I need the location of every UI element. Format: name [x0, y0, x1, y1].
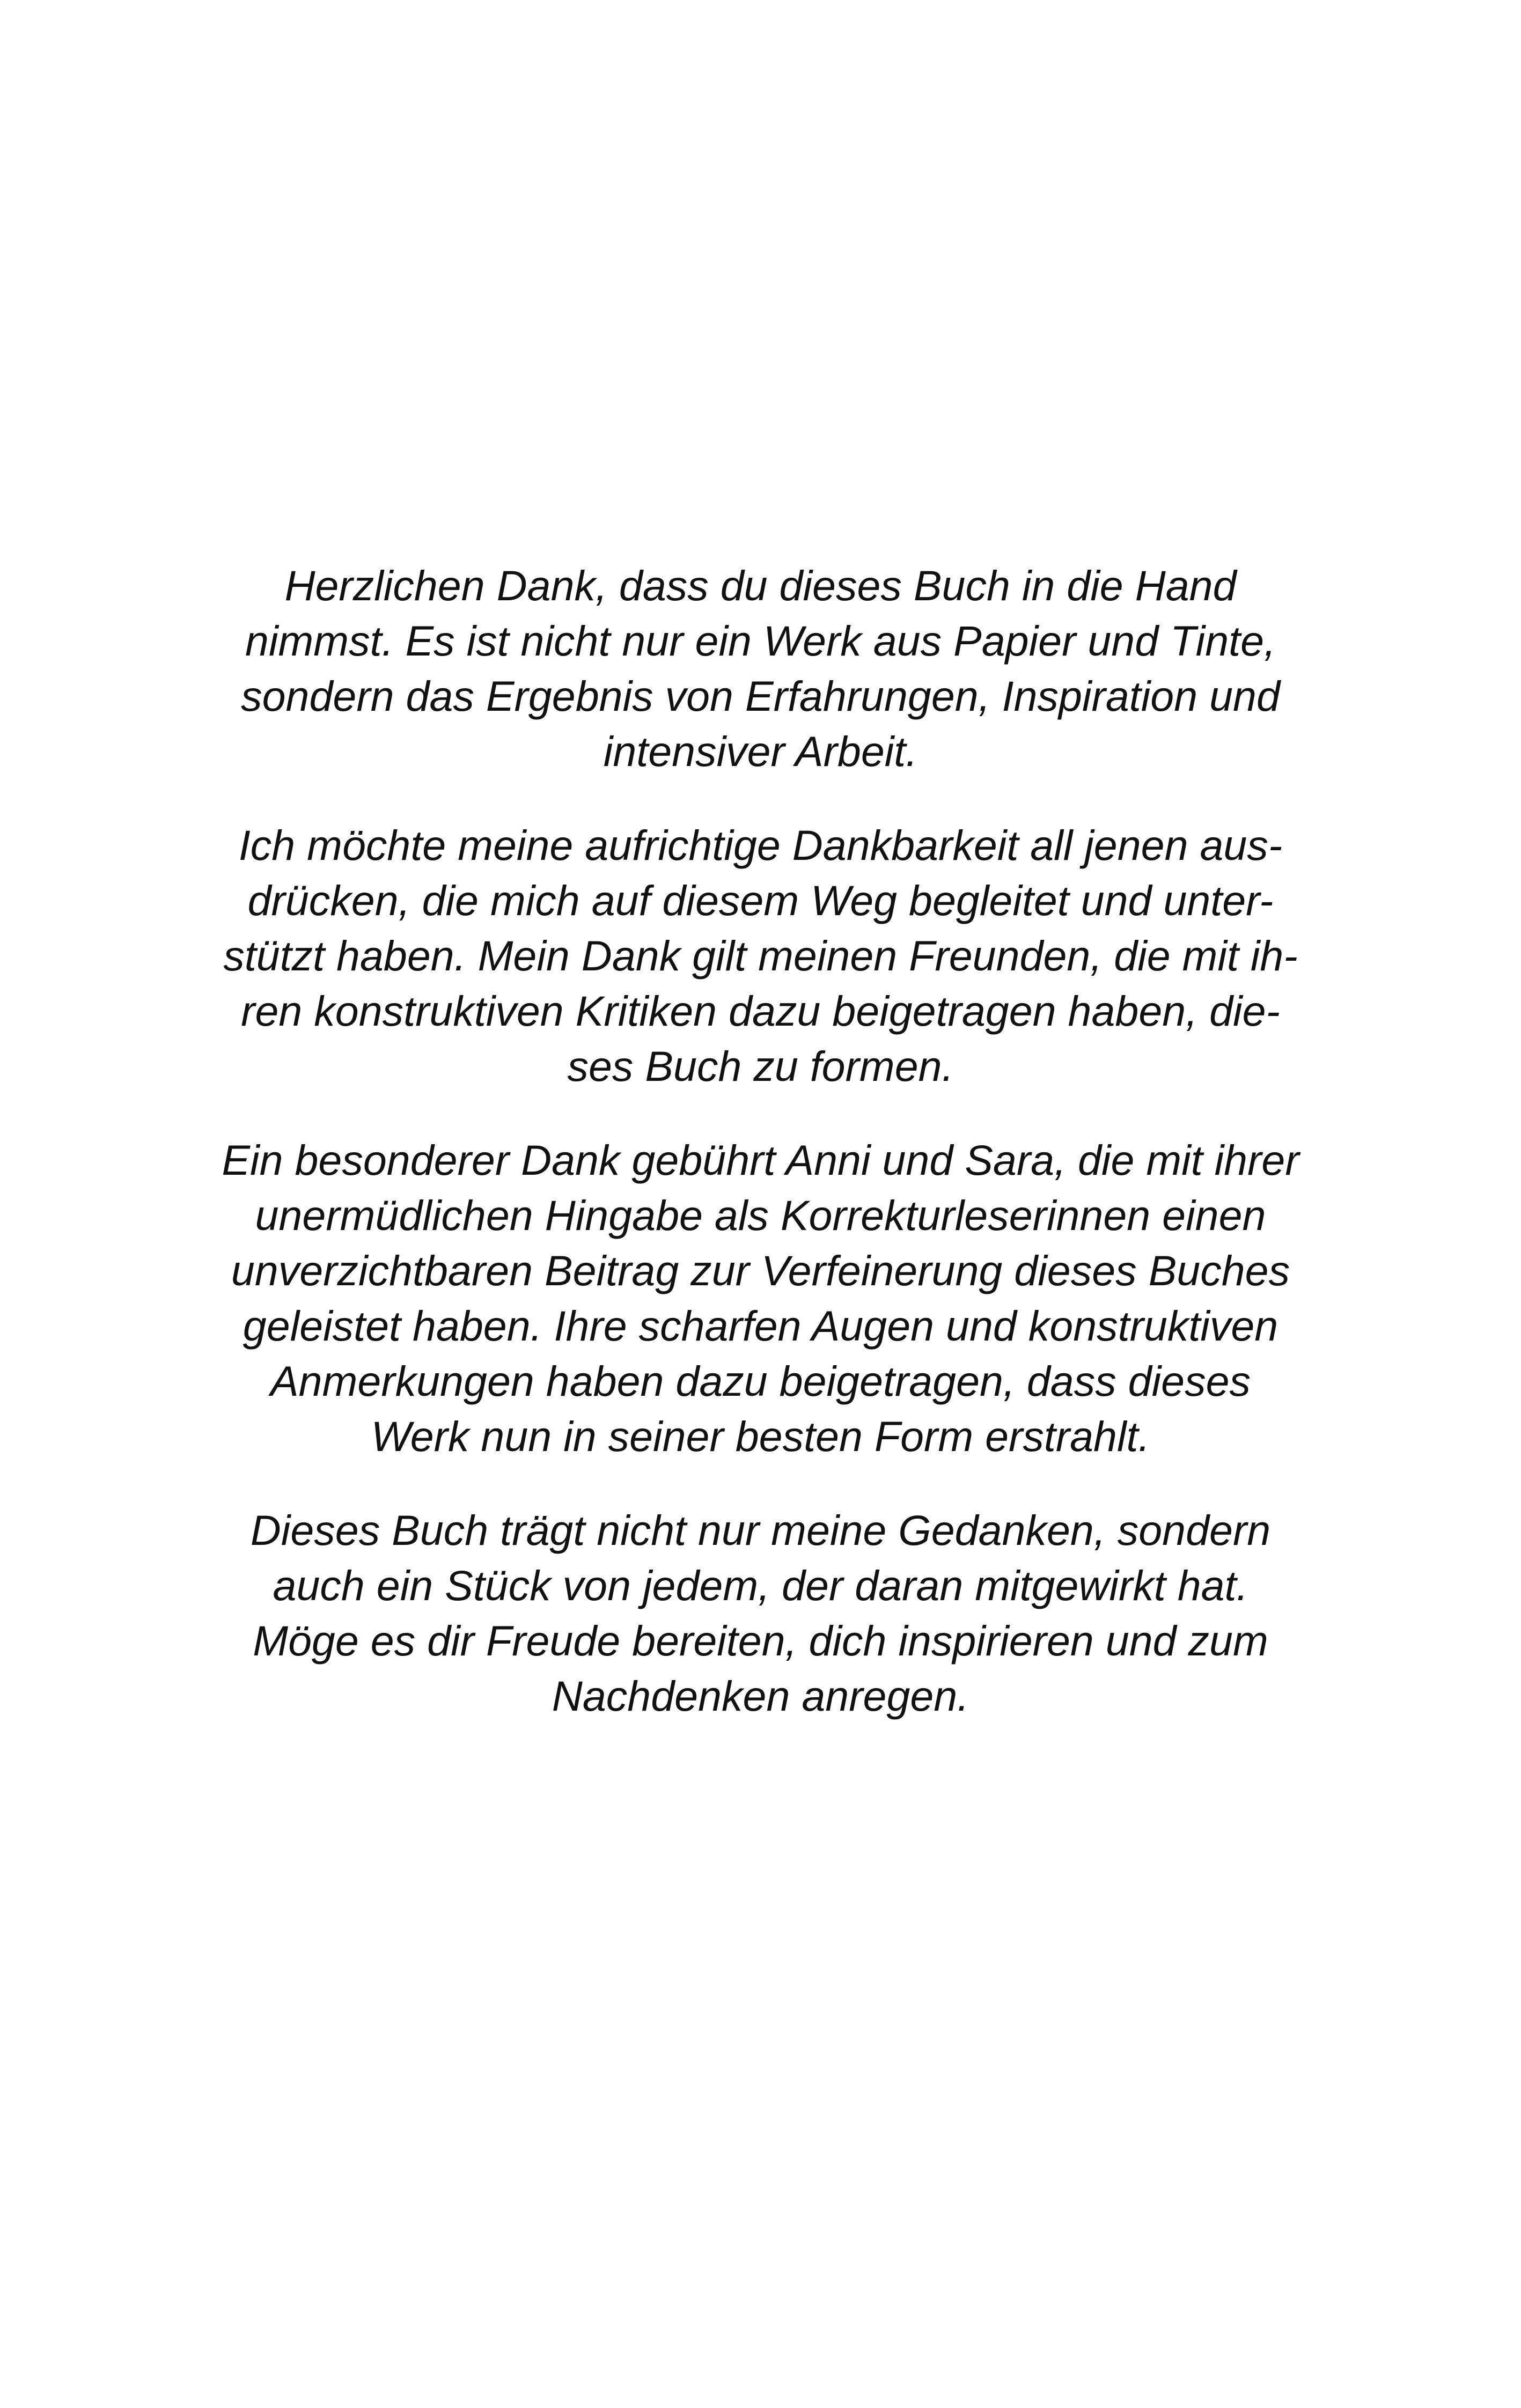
text-line: Ich möchte meine aufrichtige Dankbarkeit all jenen aus-: [238, 821, 1283, 869]
text-line: sondern das Ergebnis von Erfahrungen, Inspiration und: [241, 672, 1280, 720]
text-line: geleistet haben. Ihre scharfen Augen und konstruktiven: [243, 1302, 1278, 1350]
paragraph-gratitude: [182, 818, 1339, 1094]
paragraph-proofreaders: [182, 1132, 1339, 1464]
text-line: unverzichtbaren Beitrag zur Verfeinerung dieses Buches: [231, 1247, 1290, 1294]
text-line: Herzlichen Dank, dass du dieses Buch in die Hand: [284, 562, 1237, 609]
text-line: Werk nun in seiner besten Form erstrahlt.: [371, 1412, 1150, 1460]
text-line: unermüdlichen Hingabe als Korrekturleserinnen einen: [255, 1191, 1266, 1239]
text-line: intensiver Arbeit.: [603, 727, 918, 775]
text-line: Dieses Buch trägt nicht nur meine Gedanken, sondern: [250, 1506, 1271, 1554]
text-line: Möge es dir Freude bereiten, dich inspirieren und zum: [253, 1617, 1268, 1665]
text-line: auch ein Stück von jedem, der daran mitgewirkt hat.: [273, 1562, 1248, 1609]
text-line: ren konstruktiven Kritiken dazu beigetragen haben, die-: [241, 987, 1280, 1035]
text-line: ses Buch zu formen.: [567, 1042, 954, 1090]
paragraph-closing: [182, 1503, 1339, 1724]
text-line: Ein besonderer Dank gebührt Anni und Sara, die mit ihrer: [222, 1136, 1299, 1184]
text-line: stützt haben. Mein Dank gilt meinen Freunden, die mit ih-: [223, 932, 1298, 980]
text-line: drücken, die mich auf diesem Weg begleitet und unter-: [247, 877, 1274, 924]
text-line: Anmerkungen haben dazu beigetragen, dass dieses: [270, 1357, 1251, 1405]
acknowledgements-text: [182, 558, 1339, 1724]
text-line: Nachdenken anregen.: [552, 1672, 969, 1720]
text-line: nimmst. Es ist nicht nur ein Werk aus Papier und Tinte,: [245, 617, 1276, 665]
paragraph-thanks-reader: [182, 558, 1339, 779]
